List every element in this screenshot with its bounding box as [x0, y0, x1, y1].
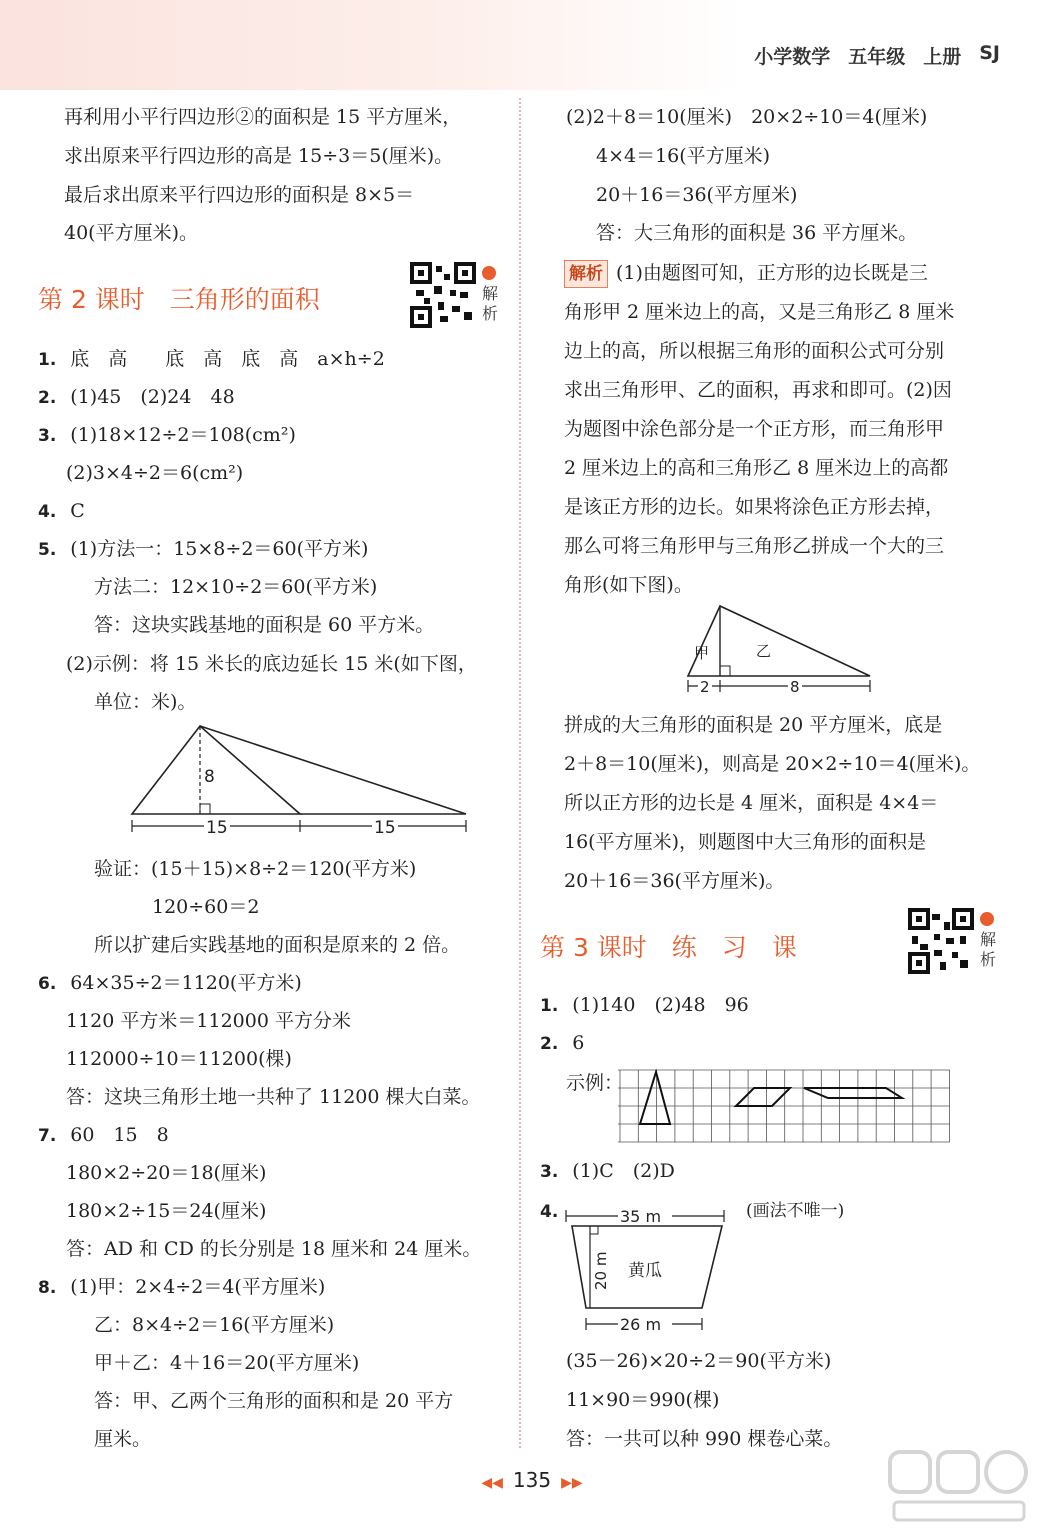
analysis-text: 为题图中涂色部分是一个正方形，而三角形甲	[564, 418, 945, 440]
answer-text: 4×4＝16(平方厘米)	[596, 145, 771, 167]
answer-text: (1)18×12÷2＝108(cm²)	[70, 424, 296, 446]
answer-text: 180×2÷20＝18(厘米)	[66, 1162, 267, 1184]
play-icon[interactable]	[980, 912, 994, 926]
item-number: 3.	[38, 426, 57, 446]
analysis-text: 16(平方厘米)，则题图中大三角形的面积是	[564, 831, 927, 853]
item-number: 8.	[38, 1278, 57, 1298]
answer-text: 64×35÷2＝1120(平方米)	[70, 972, 302, 994]
answer-text: 答：大三角形的面积是 36 平方厘米。	[596, 222, 918, 244]
item-number: 4.	[540, 1202, 559, 1222]
label-yi: 乙	[756, 642, 772, 660]
example-label: 示例：	[566, 1072, 624, 1094]
next-page-icon[interactable]: ▶▶	[561, 1475, 583, 1491]
answer-text: 答：AD 和 CD 的长分别是 18 厘米和 24 厘米。	[66, 1238, 482, 1260]
analysis-text: 拼成的大三角形的面积是 20 平方厘米，底是	[564, 714, 943, 736]
answer-text: 20＋16＝36(平方厘米)	[596, 184, 798, 206]
field-label: 黄瓜	[628, 1261, 662, 1281]
answer-text: (2)3×4÷2＝6(cm²)	[66, 462, 244, 484]
intro-line: 求出原来平行四边形的高是 15÷3＝5(厘米)。	[64, 145, 454, 167]
analysis-text: (1)由题图可知，正方形的边长既是三	[616, 262, 928, 284]
column-divider	[519, 98, 521, 1448]
answer-text: (1)方法一：15×8÷2＝60(平方米)	[70, 538, 369, 560]
answer-text: 厘米。	[94, 1428, 152, 1450]
answer-text: (1)C (2)D	[572, 1160, 675, 1182]
analysis-text: 2＋8＝10(厘米)，则高是 20×2÷10＝4(厘米)。	[564, 753, 981, 775]
item-number: 3.	[540, 1162, 559, 1182]
header-grade: 五年级	[848, 46, 906, 68]
answer-text: 答：这块三角形土地一共种了 11200 棵大白菜。	[66, 1086, 481, 1108]
answer-text: 答：这块实践基地的面积是 60 平方米。	[94, 614, 435, 636]
intro-line: 最后求出原来平行四边形的面积是 8×5＝	[64, 184, 415, 206]
answer-text: 验证：(15＋15)×8÷2＝120(平方米)	[94, 858, 417, 880]
header-edition: SJ	[979, 42, 1000, 64]
analysis-text: 求出三角形甲、乙的面积，再求和即可。(2)因	[564, 379, 952, 401]
answer-text: 112000÷10＝11200(棵)	[66, 1048, 292, 1070]
answer-text: 6	[572, 1032, 585, 1054]
answer-text: C	[70, 500, 85, 522]
intro-line: 再利用小平行四边形②的面积是 15 平方厘米，	[64, 106, 462, 128]
answer-text: 底 高 底 高 底 高 a×h÷2	[70, 348, 385, 370]
answer-text: 乙：8×4÷2＝16(平方厘米)	[94, 1314, 335, 1336]
prev-page-icon[interactable]: ◀◀	[481, 1475, 503, 1491]
intro-line: 40(平方厘米)。	[64, 222, 199, 244]
answer-text: 答：甲、乙两个三角形的面积和是 20 平方	[94, 1390, 454, 1412]
base-2-label: 2	[700, 678, 710, 696]
label-jia: 甲	[694, 644, 710, 662]
answer-text: 120÷60＝2	[152, 896, 260, 918]
page-number: 135	[512, 1468, 552, 1492]
qr-caption: 解析	[482, 284, 499, 323]
analysis-text: 是该正方形的边长。如果将涂色正方形去掉，	[564, 496, 945, 518]
header-volume: 上册	[923, 46, 962, 68]
item-number: 1.	[38, 350, 57, 370]
qr-code-icon[interactable]	[410, 262, 476, 328]
bottom-length-label: 26 m	[620, 1315, 662, 1334]
answer-text: (1)45 (2)24 48	[70, 386, 235, 408]
answer-text: (2)示例：将 15 米长的底边延长 15 米(如下图，	[66, 653, 477, 675]
answer-text: 11×90＝990(棵)	[566, 1389, 720, 1411]
figure-extended-triangle	[118, 716, 478, 850]
base-label: 15	[206, 818, 228, 838]
item-number: 1.	[540, 996, 559, 1016]
analysis-text: 2 厘米边上的高和三角形乙 8 厘米边上的高都	[564, 457, 949, 479]
watermark-logo	[884, 1446, 1034, 1526]
base-extension-label: 15	[374, 818, 396, 838]
analysis-text: 所以正方形的边长是 4 厘米，面积是 4×4＝	[564, 792, 939, 814]
answer-text: 方法二：12×10÷2＝60(平方米)	[94, 576, 378, 598]
answer-text: 60 15 8	[70, 1124, 169, 1146]
analysis-tag: 解析	[564, 260, 608, 288]
analysis-text: 边上的高，所以根据三角形的面积公式可分别	[564, 340, 945, 362]
header-subject: 小学数学	[754, 46, 831, 68]
item-number: 4.	[38, 502, 57, 522]
item-number: 5.	[38, 540, 57, 560]
item-number: 7.	[38, 1126, 57, 1146]
height-label: 8	[204, 767, 215, 787]
figure-trapezoid-field	[562, 1202, 742, 1346]
page-header	[754, 42, 1000, 69]
answer-text: 答：一共可以种 990 棵卷心菜。	[566, 1428, 843, 1450]
section-title-lesson3: 第 3 课时 练 习 课	[540, 933, 797, 962]
analysis-text: 角形甲 2 厘米边上的高，又是三角形乙 8 厘米	[564, 301, 955, 323]
base-8-label: 8	[790, 678, 800, 696]
analysis-text: 角形(如下图)。	[564, 574, 693, 596]
drawing-note: (画法不唯一)	[746, 1201, 845, 1221]
answer-text: 1120 平方米＝112000 平方分米	[66, 1010, 351, 1032]
answer-text: 所以扩建后实践基地的面积是原来的 2 倍。	[94, 934, 461, 956]
item-number: 2.	[38, 388, 57, 408]
answer-text: (2)2＋8＝10(厘米) 20×2÷10＝4(厘米)	[566, 106, 928, 128]
analysis-text: 20＋16＝36(平方厘米)。	[564, 870, 785, 892]
top-length-label: 35 m	[620, 1207, 662, 1226]
qr-caption: 解析	[980, 930, 997, 969]
answer-text: (1)甲：2×4÷2＝4(平方厘米)	[70, 1276, 326, 1298]
figure-combined-triangle	[680, 600, 880, 704]
analysis-text: 那么可将三角形甲与三角形乙拼成一个大的三	[564, 535, 945, 557]
answer-text: 单位：米)。	[94, 691, 197, 713]
item-number: 2.	[540, 1034, 559, 1054]
section-title-lesson2: 第 2 课时 三角形的面积	[38, 285, 320, 314]
qr-code-icon[interactable]	[908, 908, 974, 974]
answer-text: 甲＋乙：4＋16＝20(平方厘米)	[94, 1352, 360, 1374]
item-number: 6.	[38, 974, 57, 994]
answer-text: (35－26)×20÷2＝90(平方米)	[566, 1350, 832, 1372]
play-icon[interactable]	[482, 266, 496, 280]
answer-text: (1)140 (2)48 96	[572, 994, 749, 1016]
height-length-label: 20 m	[592, 1251, 610, 1290]
answer-text: 180×2÷15＝24(厘米)	[66, 1200, 267, 1222]
figure-grid-shapes	[618, 1068, 954, 1150]
